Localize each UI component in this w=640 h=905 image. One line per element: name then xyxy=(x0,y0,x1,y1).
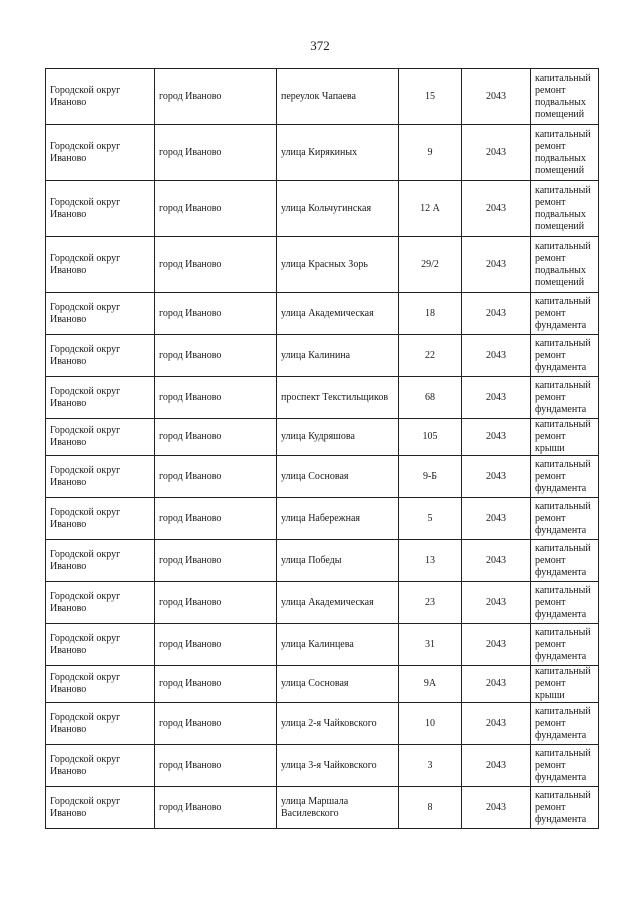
street-cell: улица Кирякиных xyxy=(277,125,399,181)
year-cell: 2043 xyxy=(462,703,531,745)
street-cell: улица Калинина xyxy=(277,335,399,377)
work-type-cell: капитальный ремонт фундамента xyxy=(531,745,599,787)
house-cell: 22 xyxy=(399,335,462,377)
district-cell: Городской округ Иваново xyxy=(46,293,155,335)
table-row xyxy=(46,745,599,787)
district-cell: Городской округ Иваново xyxy=(46,540,155,582)
work-type-cell: капитальный ремонт фундамента xyxy=(531,293,599,335)
housing-repair-table xyxy=(45,68,599,829)
work-type-cell: капитальный ремонт подвальных помещений xyxy=(531,181,599,237)
street-cell: улица Победы xyxy=(277,540,399,582)
table-row xyxy=(46,666,599,703)
city-cell: город Иваново xyxy=(155,582,277,624)
work-type-cell: капитальный ремонт подвальных помещений xyxy=(531,69,599,125)
table-row xyxy=(46,419,599,456)
street-cell: улица Маршала Василевского xyxy=(277,787,399,829)
page-number: 372 xyxy=(310,38,330,53)
district-cell: Городской округ Иваново xyxy=(46,237,155,293)
street-cell: улица Калинцева xyxy=(277,624,399,666)
work-type-cell: капитальный ремонт фундамента xyxy=(531,335,599,377)
work-type-cell: капитальный ремонт фундамента xyxy=(531,787,599,829)
table-body xyxy=(46,69,599,829)
year-cell: 2043 xyxy=(462,624,531,666)
year-cell: 2043 xyxy=(462,540,531,582)
district-cell: Городской округ Иваново xyxy=(46,703,155,745)
table-row xyxy=(46,125,599,181)
year-cell: 2043 xyxy=(462,456,531,498)
work-type-cell: капитальный ремонт фундамента xyxy=(531,540,599,582)
table-row xyxy=(46,237,599,293)
work-type-cell: капитальный ремонт фундамента xyxy=(531,498,599,540)
district-cell: Городской округ Иваново xyxy=(46,582,155,624)
year-cell: 2043 xyxy=(462,787,531,829)
city-cell: город Иваново xyxy=(155,237,277,293)
city-cell: город Иваново xyxy=(155,666,277,703)
table-row xyxy=(46,703,599,745)
house-cell: 105 xyxy=(399,419,462,456)
year-cell: 2043 xyxy=(462,293,531,335)
year-cell: 2043 xyxy=(462,69,531,125)
house-cell: 68 xyxy=(399,377,462,419)
street-cell: улица Красных Зорь xyxy=(277,237,399,293)
street-cell: улица Набережная xyxy=(277,498,399,540)
work-type-cell: капитальный ремонт крыши xyxy=(531,666,599,703)
work-type-cell: капитальный ремонт крыши xyxy=(531,419,599,456)
house-cell: 29/2 xyxy=(399,237,462,293)
house-cell: 15 xyxy=(399,69,462,125)
district-cell: Городской округ Иваново xyxy=(46,377,155,419)
work-type-cell: капитальный ремонт фундамента xyxy=(531,582,599,624)
street-cell: улица 3-я Чайковского xyxy=(277,745,399,787)
city-cell: город Иваново xyxy=(155,540,277,582)
city-cell: город Иваново xyxy=(155,787,277,829)
year-cell: 2043 xyxy=(462,745,531,787)
city-cell: город Иваново xyxy=(155,181,277,237)
work-type-cell: капитальный ремонт фундамента xyxy=(531,624,599,666)
district-cell: Городской округ Иваново xyxy=(46,335,155,377)
street-cell: улица Сосновая xyxy=(277,666,399,703)
table-row xyxy=(46,582,599,624)
house-cell: 13 xyxy=(399,540,462,582)
house-cell: 23 xyxy=(399,582,462,624)
district-cell: Городской округ Иваново xyxy=(46,787,155,829)
year-cell: 2043 xyxy=(462,666,531,703)
house-cell: 5 xyxy=(399,498,462,540)
year-cell: 2043 xyxy=(462,419,531,456)
district-cell: Городской округ Иваново xyxy=(46,69,155,125)
city-cell: город Иваново xyxy=(155,498,277,540)
city-cell: город Иваново xyxy=(155,745,277,787)
work-type-cell: капитальный ремонт подвальных помещений xyxy=(531,237,599,293)
city-cell: город Иваново xyxy=(155,456,277,498)
work-type-cell: капитальный ремонт подвальных помещений xyxy=(531,125,599,181)
house-cell: 10 xyxy=(399,703,462,745)
year-cell: 2043 xyxy=(462,498,531,540)
city-cell: город Иваново xyxy=(155,703,277,745)
year-cell: 2043 xyxy=(462,582,531,624)
work-type-cell: капитальный ремонт фундамента xyxy=(531,456,599,498)
street-cell: проспект Текстильщиков xyxy=(277,377,399,419)
house-cell: 9А xyxy=(399,666,462,703)
table-row xyxy=(46,624,599,666)
district-cell: Городской округ Иваново xyxy=(46,666,155,703)
house-cell: 9 xyxy=(399,125,462,181)
table-row xyxy=(46,335,599,377)
street-cell: улица 2-я Чайковского xyxy=(277,703,399,745)
table-row xyxy=(46,456,599,498)
city-cell: город Иваново xyxy=(155,293,277,335)
district-cell: Городской округ Иваново xyxy=(46,624,155,666)
year-cell: 2043 xyxy=(462,377,531,419)
street-cell: улица Кольчугинская xyxy=(277,181,399,237)
house-cell: 3 xyxy=(399,745,462,787)
street-cell: переулок Чапаева xyxy=(277,69,399,125)
year-cell: 2043 xyxy=(462,335,531,377)
year-cell: 2043 xyxy=(462,181,531,237)
table-row xyxy=(46,293,599,335)
house-cell: 9-Б xyxy=(399,456,462,498)
district-cell: Городской округ Иваново xyxy=(46,181,155,237)
city-cell: город Иваново xyxy=(155,69,277,125)
street-cell: улица Сосновая xyxy=(277,456,399,498)
house-cell: 18 xyxy=(399,293,462,335)
table-row xyxy=(46,787,599,829)
district-cell: Городской округ Иваново xyxy=(46,498,155,540)
table-row xyxy=(46,69,599,125)
year-cell: 2043 xyxy=(462,125,531,181)
city-cell: город Иваново xyxy=(155,377,277,419)
house-cell: 8 xyxy=(399,787,462,829)
table-row xyxy=(46,377,599,419)
street-cell: улица Академическая xyxy=(277,582,399,624)
city-cell: город Иваново xyxy=(155,335,277,377)
table-row xyxy=(46,181,599,237)
street-cell: улица Кудряшова xyxy=(277,419,399,456)
city-cell: город Иваново xyxy=(155,624,277,666)
district-cell: Городской округ Иваново xyxy=(46,456,155,498)
street-cell: улица Академическая xyxy=(277,293,399,335)
district-cell: Городской округ Иваново xyxy=(46,125,155,181)
district-cell: Городской округ Иваново xyxy=(46,745,155,787)
work-type-cell: капитальный ремонт фундамента xyxy=(531,703,599,745)
year-cell: 2043 xyxy=(462,237,531,293)
house-cell: 12 А xyxy=(399,181,462,237)
city-cell: город Иваново xyxy=(155,125,277,181)
work-type-cell: капитальный ремонт фундамента xyxy=(531,377,599,419)
table-row xyxy=(46,498,599,540)
district-cell: Городской округ Иваново xyxy=(46,419,155,456)
house-cell: 31 xyxy=(399,624,462,666)
city-cell: город Иваново xyxy=(155,419,277,456)
table-row xyxy=(46,540,599,582)
